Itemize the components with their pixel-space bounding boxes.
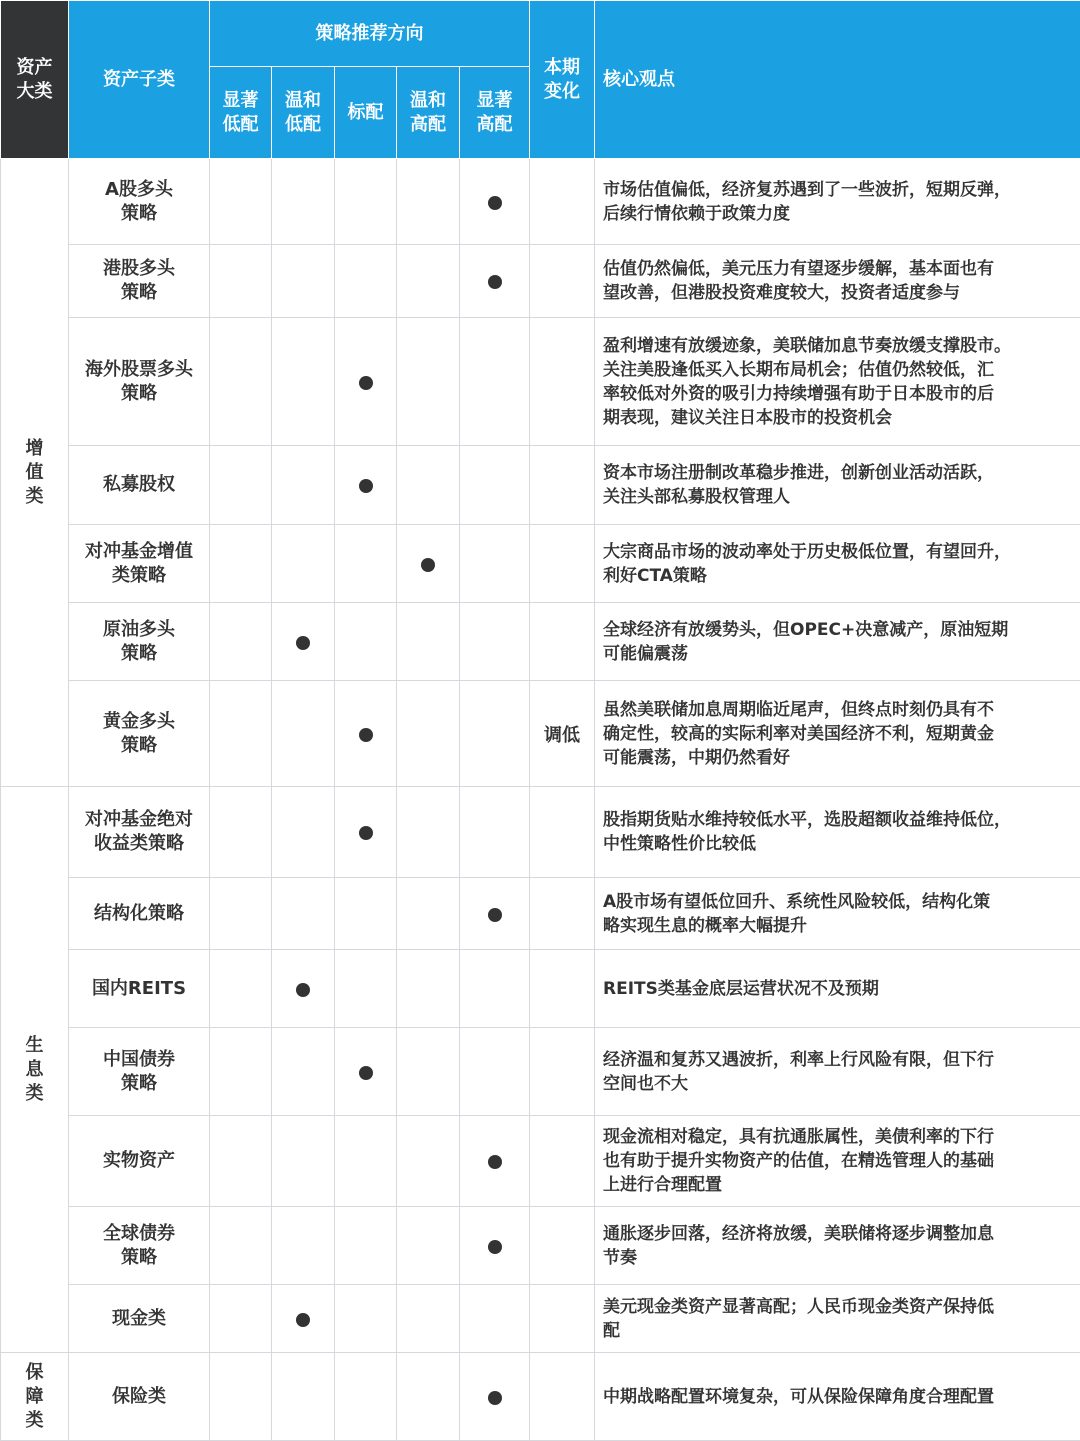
level-cell (460, 950, 530, 1028)
core-view-text: 虽然美联储加息周期临近尾声，但终点时刻仍具有不 确定性，较高的实际利率对美国经济不利，短期黄金 可能震荡，中期仍然看好 (603, 700, 994, 768)
asset-sub-label: 中国债券 策略 (103, 1049, 175, 1094)
level-cell (272, 525, 335, 603)
level-cell (397, 681, 460, 787)
change-cell (530, 681, 595, 787)
header-core-view: 核心观点 (595, 1, 1080, 159)
core-view-text: 资本市场注册制改革稳步推进，创新创业活动活跃， 关注头部私募股权管理人 (603, 463, 994, 507)
table-row (1, 1207, 1080, 1285)
header-change: 本期 变化 (530, 1, 595, 159)
level-cell (272, 603, 335, 681)
recommendation-dot (359, 1066, 373, 1080)
core-view-cell (595, 525, 1080, 603)
asset-sub-cell (69, 318, 210, 446)
change-cell (530, 446, 595, 525)
level-cell (460, 878, 530, 950)
asset-sub-label: 保险类 (112, 1386, 166, 1407)
level-cell (335, 878, 397, 950)
asset-sub-label: 全球债券 策略 (103, 1223, 175, 1268)
level-cell (210, 1028, 272, 1116)
asset-sub-cell (69, 159, 210, 245)
table-row (1, 603, 1080, 681)
level-cell (335, 245, 397, 318)
core-view-text: 盈利增速有放缓迹象，美联储加息节奏放缓支撑股市。 关注美股逢低买入长期布局机会；估值仍然较低，汇 率较低对外资的吸引力持续增强有助于日本股市的后 期表现，建议关注日本股市的投资机会 (603, 336, 1011, 428)
level-cell (397, 603, 460, 681)
level-cell (272, 787, 335, 878)
header-level-3: 温和 高配 (397, 67, 460, 159)
recommendation-dot (359, 479, 373, 493)
core-view-cell (595, 1028, 1080, 1116)
level-cell (272, 681, 335, 787)
level-cell (335, 787, 397, 878)
level-cell (335, 1028, 397, 1116)
level-cell (397, 245, 460, 318)
header-strategy-direction: 策略推荐方向 (210, 1, 530, 67)
category-label: 保 障 类 (26, 1362, 44, 1431)
asset-sub-label: 现金类 (112, 1308, 166, 1329)
core-view-cell (595, 318, 1080, 446)
level-cell (210, 950, 272, 1028)
level-cell (460, 159, 530, 245)
level-cell (272, 446, 335, 525)
asset-sub-cell (69, 681, 210, 787)
core-view-cell (595, 1353, 1080, 1441)
level-cell (210, 787, 272, 878)
core-view-text: 通胀逐步回落，经济将放缓，美联储将逐步调整加息 节奏 (603, 1224, 994, 1268)
asset-sub-label: 私募股权 (103, 474, 175, 495)
table-row (1, 950, 1080, 1028)
level-cell (335, 1353, 397, 1441)
level-cell (397, 159, 460, 245)
core-view-cell (595, 1285, 1080, 1353)
change-cell (530, 878, 595, 950)
change-cell (530, 603, 595, 681)
header-asset-sub: 资产子类 (69, 1, 210, 159)
core-view-text: 市场估值偏低，经济复苏遇到了一些波折，短期反弹， 后续行情依赖于政策力度 (603, 180, 1011, 224)
table-body (1, 159, 1080, 1441)
category-label: 生 息 类 (26, 1035, 44, 1104)
level-cell (397, 1116, 460, 1207)
core-view-text: 大宗商品市场的波动率处于历史极低位置，有望回升， 利好CTA策略 (603, 542, 1011, 586)
level-cell (460, 1116, 530, 1207)
level-cell (335, 318, 397, 446)
change-cell (530, 159, 595, 245)
core-view-cell (595, 1116, 1080, 1207)
level-cell (210, 681, 272, 787)
asset-sub-cell (69, 446, 210, 525)
level-cell (335, 1116, 397, 1207)
recommendation-dot (488, 196, 502, 210)
level-cell (335, 1285, 397, 1353)
table-row (1, 1353, 1080, 1441)
asset-sub-cell (69, 1353, 210, 1441)
level-cell (210, 318, 272, 446)
change-cell (530, 1285, 595, 1353)
level-cell (397, 1028, 460, 1116)
core-view-text: REITS类基金底层运营状况不及预期 (603, 979, 879, 999)
level-cell (335, 950, 397, 1028)
level-cell (210, 1207, 272, 1285)
level-cell (335, 681, 397, 787)
header-level-1: 温和 低配 (272, 67, 335, 159)
change-cell (530, 1353, 595, 1441)
core-view-text: 中期战略配置环境复杂，可从保险保障角度合理配置 (603, 1387, 994, 1407)
level-cell (397, 787, 460, 878)
recommendation-dot (488, 275, 502, 289)
core-view-cell (595, 603, 1080, 681)
level-cell (460, 1353, 530, 1441)
level-cell (335, 446, 397, 525)
asset-sub-cell (69, 245, 210, 318)
asset-sub-cell (69, 1028, 210, 1116)
category-cell (1, 1353, 69, 1441)
core-view-text: 全球经济有放缓势头，但OPEC+决意减产，原油短期 可能偏震荡 (603, 620, 1008, 664)
recommendation-dot (359, 826, 373, 840)
level-cell (272, 950, 335, 1028)
level-cell (460, 1028, 530, 1116)
level-cell (335, 1207, 397, 1285)
level-cell (272, 878, 335, 950)
core-view-text: 估值仍然偏低，美元压力有望逐步缓解，基本面也有 望改善，但港股投资难度较大，投资者适度参与 (603, 259, 994, 303)
core-view-cell (595, 159, 1080, 245)
table-row (1, 318, 1080, 446)
core-view-cell (595, 787, 1080, 878)
core-view-cell (595, 681, 1080, 787)
level-cell (460, 603, 530, 681)
level-cell (210, 525, 272, 603)
asset-sub-cell (69, 878, 210, 950)
asset-sub-label: 原油多头 策略 (103, 619, 175, 664)
level-cell (335, 159, 397, 245)
asset-sub-label: 黄金多头 策略 (103, 711, 175, 756)
core-view-text: A股市场有望低位回升、系统性风险较低，结构化策 略实现生息的概率大幅提升 (603, 892, 990, 936)
level-cell (210, 1285, 272, 1353)
table-row (1, 159, 1080, 245)
asset-sub-label: 海外股票多头 策略 (85, 359, 193, 404)
level-cell (210, 1353, 272, 1441)
asset-sub-label: 对冲基金绝对 收益类策略 (85, 809, 193, 854)
level-cell (397, 950, 460, 1028)
core-view-cell (595, 878, 1080, 950)
change-cell (530, 1028, 595, 1116)
level-cell (460, 525, 530, 603)
change-cell (530, 1207, 595, 1285)
asset-sub-cell (69, 1207, 210, 1285)
recommendation-dot (296, 983, 310, 997)
level-cell (210, 446, 272, 525)
core-view-text: 经济温和复苏又遇波折，利率上行风险有限，但下行 空间也不大 (603, 1050, 994, 1094)
table-row (1, 787, 1080, 878)
change-cell (530, 245, 595, 318)
level-cell (460, 1285, 530, 1353)
table-row (1, 446, 1080, 525)
level-cell (460, 245, 530, 318)
asset-sub-label: 实物资产 (103, 1150, 175, 1171)
level-cell (460, 1207, 530, 1285)
recommendation-dot (359, 728, 373, 742)
level-cell (272, 1028, 335, 1116)
header-level-0: 显著 低配 (210, 67, 272, 159)
level-cell (272, 1285, 335, 1353)
level-cell (272, 159, 335, 245)
table-row (1, 1285, 1080, 1353)
level-cell (397, 1353, 460, 1441)
level-cell (460, 446, 530, 525)
header-level-4: 显著 高配 (460, 67, 530, 159)
change-cell (530, 787, 595, 878)
recommendation-dot (296, 636, 310, 650)
level-cell (397, 446, 460, 525)
asset-sub-cell (69, 950, 210, 1028)
level-cell (397, 525, 460, 603)
recommendation-dot (488, 1155, 502, 1169)
table-row (1, 525, 1080, 603)
level-cell (397, 1285, 460, 1353)
level-cell (210, 603, 272, 681)
change-cell (530, 950, 595, 1028)
level-cell (460, 681, 530, 787)
level-cell (397, 1207, 460, 1285)
asset-sub-label: A股多头 策略 (105, 179, 173, 224)
level-cell (460, 787, 530, 878)
recommendation-dot (421, 558, 435, 572)
level-cell (210, 878, 272, 950)
table-row (1, 1028, 1080, 1116)
table-row (1, 878, 1080, 950)
recommendation-dot (488, 1391, 502, 1405)
core-view-cell (595, 950, 1080, 1028)
core-view-text: 美元现金类资产显著高配；人民币现金类资产保持低 配 (603, 1297, 994, 1341)
asset-sub-cell (69, 1116, 210, 1207)
table-row (1, 245, 1080, 318)
table-row (1, 1116, 1080, 1207)
level-cell (272, 1353, 335, 1441)
core-view-cell (595, 1207, 1080, 1285)
level-cell (210, 1116, 272, 1207)
table-row (1, 681, 1080, 787)
level-cell (272, 1207, 335, 1285)
category-cell (1, 159, 69, 787)
change-cell (530, 525, 595, 603)
header-level-2: 标配 (335, 67, 397, 159)
asset-sub-label: 对冲基金增值 类策略 (85, 541, 193, 586)
asset-sub-label: 结构化策略 (94, 903, 184, 924)
level-cell (210, 159, 272, 245)
recommendation-dot (359, 376, 373, 390)
level-cell (397, 318, 460, 446)
asset-sub-label: 港股多头 策略 (103, 258, 175, 303)
category-cell (1, 787, 69, 1353)
level-cell (272, 318, 335, 446)
category-label: 增 值 类 (26, 438, 44, 507)
change-label: 调低 (544, 725, 580, 746)
asset-sub-cell (69, 1285, 210, 1353)
core-view-cell (595, 245, 1080, 318)
recommendation-dot (488, 1240, 502, 1254)
asset-sub-cell (69, 525, 210, 603)
level-cell (272, 1116, 335, 1207)
asset-sub-cell (69, 603, 210, 681)
level-cell (210, 245, 272, 318)
recommendation-dot (488, 908, 502, 922)
level-cell (272, 245, 335, 318)
asset-sub-label: 国内REITS (92, 978, 186, 999)
level-cell (397, 878, 460, 950)
recommendation-dot (296, 1313, 310, 1327)
change-cell (530, 318, 595, 446)
level-cell (460, 318, 530, 446)
core-view-cell (595, 446, 1080, 525)
change-cell (530, 1116, 595, 1207)
core-view-text: 现金流相对稳定，具有抗通胀属性，美债利率的下行 也有助于提升实物资产的估值，在精选管理人的基础 上进行合理配置 (603, 1127, 994, 1195)
asset-sub-cell (69, 787, 210, 878)
level-cell (335, 525, 397, 603)
header-asset-class: 资产 大类 (1, 1, 69, 159)
level-cell (335, 603, 397, 681)
core-view-text: 股指期货贴水维持较低水平，选股超额收益维持低位， 中性策略性价比较低 (603, 810, 1011, 854)
